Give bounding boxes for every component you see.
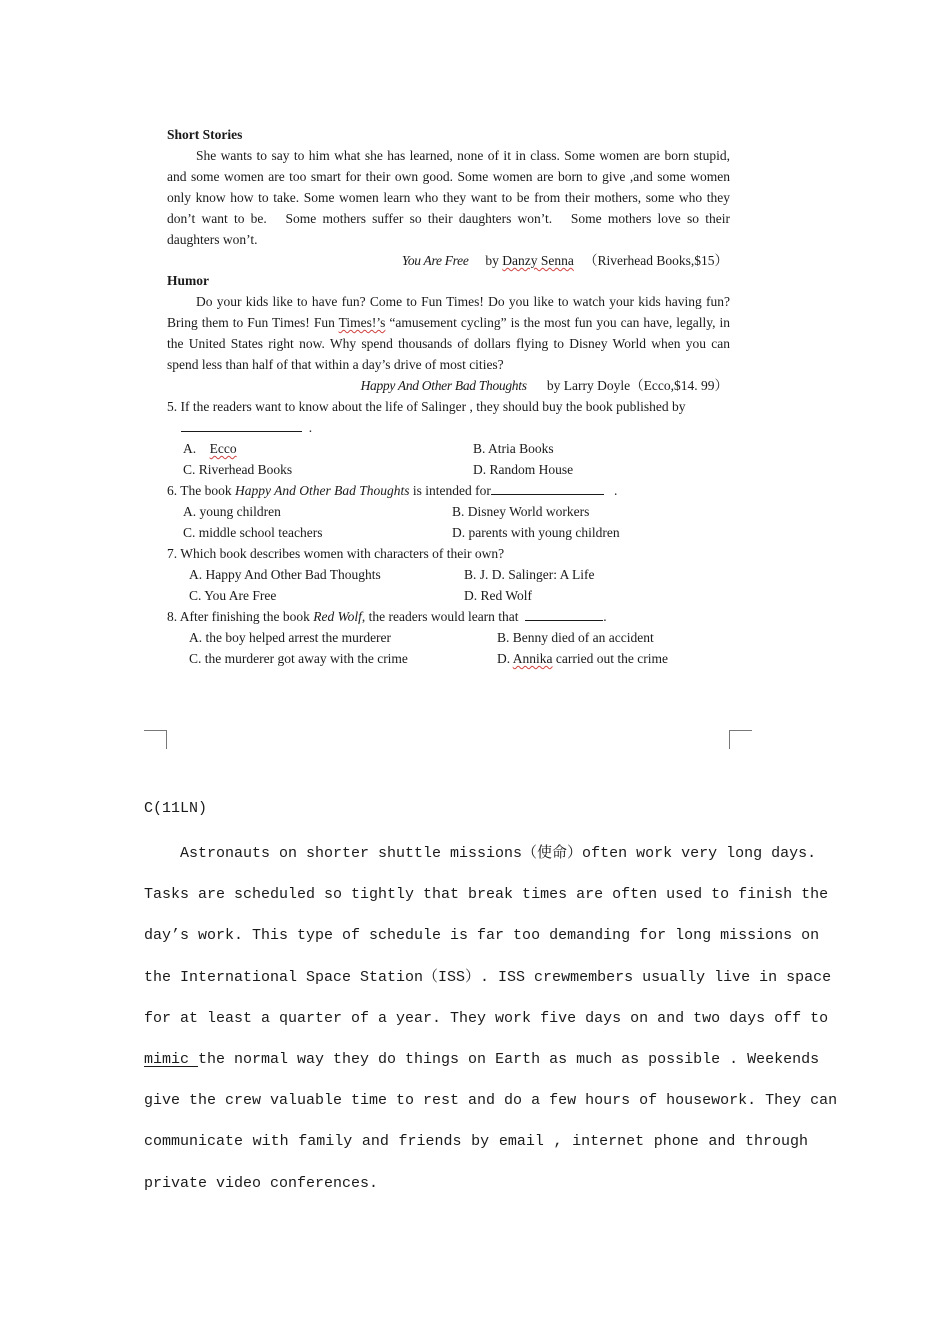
option-b[interactable]: B. Atria Books (473, 441, 554, 456)
question-7-options-ab (167, 564, 730, 585)
section-label: C(11LN) (144, 800, 208, 817)
option-c[interactable]: C. Riverhead Books (183, 462, 293, 477)
passage-line-5: for at least a quarter of a year. They work five days on and two days off to (144, 1009, 829, 1027)
humor-text-wavy: Times!’s (338, 315, 386, 330)
humor-text-start: Do your kids like to have fun? Come to Fun Times! Do you like to watch your kids having fun? Bring them to Fun Times! Fun (167, 294, 730, 330)
passage-line-7: give the crew valuable time to rest and do a few hours of housework. They can (144, 1092, 838, 1110)
page-corner-mark-right (729, 730, 752, 749)
question-5-options-ab (167, 438, 730, 459)
question-8-options-ab (167, 627, 730, 648)
option-a[interactable]: A. the boy helped arrest the murderer (189, 630, 392, 645)
happy-credit (167, 375, 730, 396)
answer-blank (181, 417, 312, 438)
question-5-blank-line (167, 417, 730, 438)
answer-blank (525, 606, 603, 621)
option-a[interactable]: A. young children (183, 504, 281, 519)
by-text: by (485, 253, 499, 268)
page-corner-mark-left (144, 730, 167, 749)
reading-section-b (167, 125, 730, 669)
option-text: Ecco (209, 441, 237, 456)
question-5-stem (167, 396, 730, 417)
question-text: 8. After finishing the book (167, 609, 314, 624)
question-6-options-cd (167, 522, 730, 543)
question-text: 5. If the readers want to know about the life of Salinger , they should buy the book published by (167, 399, 686, 414)
book-title: Happy And Other Bad Thoughts (360, 378, 527, 393)
option-a[interactable] (183, 438, 237, 459)
question-text: 7. Which book describes women with characters of their own? (167, 546, 505, 561)
option-label: D. (497, 651, 513, 666)
question-5-options-cd (167, 459, 730, 480)
reading-section-c (144, 798, 838, 1204)
short-stories-heading: Short Stories (167, 127, 243, 142)
book-title: You Are Free (401, 253, 469, 268)
you-are-free-credit (167, 250, 730, 271)
option-name: Annika (512, 651, 553, 666)
passage-line-1: Astronauts on shorter shuttle missions（使命）often work very long days. (144, 845, 817, 862)
question-6-options-ab (167, 501, 730, 522)
passage-line-9: private video conferences. (144, 1174, 379, 1192)
question-book-title: Red Wolf (313, 609, 362, 624)
option-a[interactable]: A. Happy And Other Bad Thoughts (189, 567, 381, 582)
passage-line-3: day’s work. This type of schedule is far too demanding for long missions on (144, 927, 820, 945)
question-8-options-cd (167, 648, 730, 669)
question-7-stem (167, 543, 730, 564)
question-book-title: Happy And Other Bad Thoughts (235, 483, 410, 498)
question-text: 6. The book (167, 483, 235, 498)
humor-heading: Humor (167, 273, 209, 288)
option-label: A. (183, 441, 197, 456)
passage-line-2: Tasks are scheduled so tightly that break times are often used to finish the (144, 886, 829, 904)
option-d[interactable]: D. parents with young children (452, 525, 620, 540)
question-end: . (603, 609, 607, 624)
humor-paragraph (167, 291, 730, 375)
passage-line-8: communicate with family and friends by email , internet phone and through (144, 1133, 808, 1151)
underlined-word: mimic (144, 1050, 199, 1068)
line-text: the normal way they do things on Earth as much as possible . Weekends (198, 1050, 820, 1068)
passage-line-4: the International Space Station（ISS）. ISS crewmembers usually live in space (144, 968, 832, 986)
option-text: carried out the crime (552, 651, 668, 666)
option-c[interactable]: C. You Are Free (189, 588, 277, 603)
answer-blank (491, 480, 604, 495)
option-c[interactable]: C. the murderer got away with the crime (189, 651, 408, 666)
passage-line-6 (144, 1039, 820, 1080)
option-b[interactable]: B. Disney World workers (452, 504, 590, 519)
option-b[interactable]: B. J. D. Salinger: A Life (464, 567, 595, 582)
question-text-end: is intended for (409, 483, 491, 498)
question-text-end: , the readers would learn that (361, 609, 519, 624)
publisher: （Riverhead Books,$15） (584, 253, 728, 268)
humor-text-end: “amusement cycling” is the most fun you can have, legally, in the United States right now. Why spend thousands of dollars flying to Disney World when you can spend less than half of that within a day’s drive of most cities? (167, 315, 730, 372)
option-d[interactable]: D. Red Wolf (464, 588, 533, 603)
question-end: . (308, 420, 313, 435)
option-d[interactable] (497, 648, 668, 669)
option-d[interactable]: D. Random House (473, 462, 574, 477)
short-stories-paragraph: She wants to say to him what she has learned, none of it in class. Some women are born stupid, and some women are too smart for their own good. Some women are born to give ,and some women only know how to take. Some women learn who they want to be from their mothers, some who they don’t want to be. Some mothers suffer so their daughters won’t. Some mothers love so their daughters won’t. (167, 148, 730, 247)
author-name: Danzy Senna (502, 253, 574, 268)
question-6-stem (167, 480, 730, 501)
question-7-options-cd (167, 585, 730, 606)
byline: by Larry Doyle（Ecco,$14. 99） (546, 378, 728, 393)
question-8-stem (167, 606, 730, 627)
option-c[interactable]: C. middle school teachers (183, 525, 323, 540)
question-end: . (613, 483, 618, 498)
option-b[interactable]: B. Benny died of an accident (497, 630, 654, 645)
